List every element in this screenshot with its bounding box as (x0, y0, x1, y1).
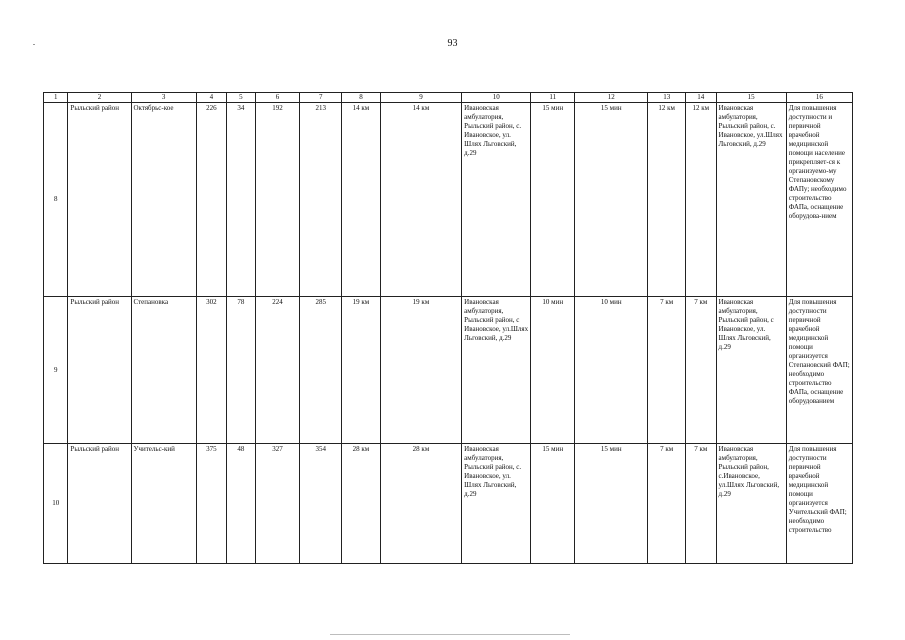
header-cell: 9 (380, 93, 461, 103)
time-cell: 10 мин (575, 297, 648, 444)
facility-cell: Ивановская амбулатория, Рыльский район, с. Ивановское, ул.Шлях Льговский, д.29 (716, 103, 786, 297)
row-number: 8 (44, 103, 68, 297)
facility-cell: Ивановская амбулатория, Рыльский район, с Ивановское, ул.Шлях Льговский, д.29 (462, 297, 531, 444)
page-number: 93 (447, 38, 458, 49)
time-cell: 15 мин (575, 103, 648, 297)
table-row (44, 297, 853, 444)
value-cell: 327 (255, 444, 300, 564)
note-cell: Для повышения доступности первичной врачебной медицинской помощи организуется Степановский ФАП; необходимо строительство ФАПа, оснащение оборудованием (786, 297, 852, 444)
scan-artifact-line (330, 634, 570, 635)
district-cell: Рыльский район (68, 103, 131, 297)
value-cell: 354 (300, 444, 342, 564)
value-cell: 48 (227, 444, 255, 564)
value-cell: 192 (255, 103, 300, 297)
facility-cell: Ивановская амбулатория, Рыльский район, с.Ивановское, ул.Шлях Льговский, д.29 (716, 444, 786, 564)
value-cell: 285 (300, 297, 342, 444)
time-cell: 15 мин (531, 103, 575, 297)
note-cell: Для повышения доступности и первичной врачебной медицинской помощи население прикрепляет-ся к организуемо-му Степановскому ФАПу; необходимо строительство ФАПа, оснащение оборудова-нием (786, 103, 852, 297)
data-table (43, 92, 853, 564)
note-cell: Для повышения доступности первичной врачебной медицинской помощи организуется Учительский ФАП; необходимо строительство (786, 444, 852, 564)
facility-cell: Ивановская амбулатория, Рыльский район, с. Ивановское, ул. Шлях Льговский, д.29 (462, 103, 531, 297)
distance-cell: 28 км (342, 444, 381, 564)
header-cell: 5 (227, 93, 255, 103)
value-cell: 224 (255, 297, 300, 444)
distance-cell: 14 км (380, 103, 461, 297)
value-cell: 34 (227, 103, 255, 297)
settlement-cell: Учительс-кий (131, 444, 196, 564)
time-cell: 15 мин (575, 444, 648, 564)
distance-cell: 7 км (686, 444, 717, 564)
header-cell: 15 (716, 93, 786, 103)
distance-cell: 19 км (342, 297, 381, 444)
distance-cell: 7 км (648, 297, 686, 444)
distance-cell: 7 км (648, 444, 686, 564)
distance-cell: 14 км (342, 103, 381, 297)
header-cell: 13 (648, 93, 686, 103)
time-cell: 15 мин (531, 444, 575, 564)
header-cell: 12 (575, 93, 648, 103)
row-number: 9 (44, 297, 68, 444)
scan-speck (33, 44, 35, 45)
district-cell: Рыльский район (68, 444, 131, 564)
distance-cell: 12 км (648, 103, 686, 297)
table-row (44, 103, 853, 297)
table-row (44, 444, 853, 564)
value-cell: 302 (196, 297, 227, 444)
district-cell: Рыльский район (68, 297, 131, 444)
distance-cell: 19 км (380, 297, 461, 444)
value-cell: 213 (300, 103, 342, 297)
settlement-cell: Октябрьс-кое (131, 103, 196, 297)
value-cell: 375 (196, 444, 227, 564)
facility-cell: Ивановская амбулатория, Рыльский район, с Ивановское, ул. Шлях Льговский, д.29 (716, 297, 786, 444)
table-header-row (44, 93, 853, 103)
time-cell: 10 мин (531, 297, 575, 444)
header-cell: 14 (686, 93, 717, 103)
distance-cell: 7 км (686, 297, 717, 444)
header-cell: 16 (786, 93, 852, 103)
distance-cell: 12 км (686, 103, 717, 297)
facility-cell: Ивановская амбулатория, Рыльский район, с. Ивановское, ул. Шлях Льговский, д.29 (462, 444, 531, 564)
header-cell: 1 (44, 93, 68, 103)
settlement-cell: Степановка (131, 297, 196, 444)
header-cell: 2 (68, 93, 131, 103)
header-cell: 4 (196, 93, 227, 103)
row-number: 10 (44, 444, 68, 564)
header-cell: 11 (531, 93, 575, 103)
value-cell: 226 (196, 103, 227, 297)
header-cell: 3 (131, 93, 196, 103)
header-cell: 10 (462, 93, 531, 103)
value-cell: 78 (227, 297, 255, 444)
header-cell: 7 (300, 93, 342, 103)
header-cell: 6 (255, 93, 300, 103)
header-cell: 8 (342, 93, 381, 103)
distance-cell: 28 км (380, 444, 461, 564)
